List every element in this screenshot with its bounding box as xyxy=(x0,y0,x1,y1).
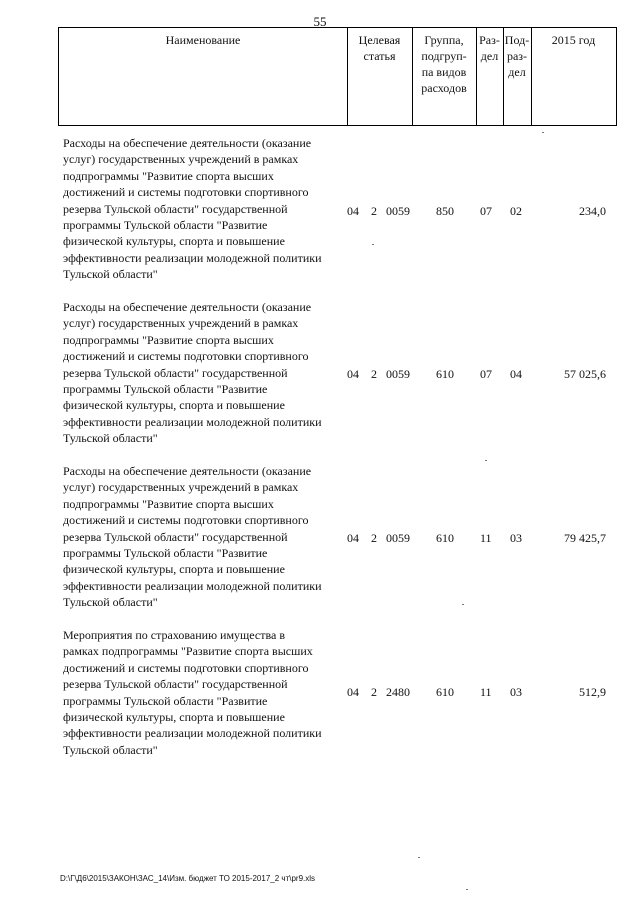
target-part-3: 0059 xyxy=(386,367,410,381)
target-part-1: 04 xyxy=(347,367,359,381)
scan-speck xyxy=(372,244,374,245)
header-group-cell xyxy=(412,28,476,125)
row-name: Расходы на обеспечение деятельности (оказание услуг) государственных учреждений в рамках подпрограммы "Развитие спорта высших достижений и системы подготовки спортивного резерва Тульской области" государственной программы Тульской области "Развитие физической культуры, спорта и повышение эффективности реализации молодежной политики Тульской области" xyxy=(63,464,322,610)
target-part-1: 04 xyxy=(347,685,359,699)
section-code: 07 xyxy=(480,204,492,218)
header-target: Целевая статья xyxy=(358,33,401,63)
target-part-2: 2 xyxy=(371,685,377,699)
group-code: 850 xyxy=(436,204,454,218)
subsection-code: 03 xyxy=(510,685,522,699)
scan-speck xyxy=(462,604,464,605)
scan-speck xyxy=(466,889,468,890)
target-part-3: 0059 xyxy=(386,531,410,545)
amount: 57 025,6 xyxy=(564,367,606,381)
scan-speck xyxy=(418,857,420,858)
header-subsection-cell xyxy=(503,28,531,125)
target-part-3: 0059 xyxy=(386,204,410,218)
header-subsection: Под- раз- дел xyxy=(504,33,530,79)
header-year: 2015 год xyxy=(551,33,596,47)
target-part-2: 2 xyxy=(371,531,377,545)
header-target-cell xyxy=(347,28,412,125)
page-number: 55 xyxy=(313,14,327,29)
scan-speck xyxy=(542,132,544,133)
amount: 234,0 xyxy=(579,204,606,218)
header-group: Группа, подгруп- па видов расходов xyxy=(421,33,467,95)
header-name-cell xyxy=(59,28,347,125)
amount: 79 425,7 xyxy=(564,531,606,545)
target-part-2: 2 xyxy=(371,367,377,381)
header-name: Наименование xyxy=(165,33,241,47)
header-section: Раз- дел xyxy=(479,33,500,63)
header-section-cell xyxy=(476,28,503,125)
subsection-code: 02 xyxy=(510,204,522,218)
target-part-1: 04 xyxy=(347,531,359,545)
subsection-code: 03 xyxy=(510,531,522,545)
row-name: Мероприятия по страхованию имущества в рамках подпрограммы "Развитие спорта высших достижений и системы подготовки спортивного резерва Тульской области" государственной программы Тульской области "Развитие физической культуры, спорта и повышение эффективности реализации молодежной политики Тульской области" xyxy=(63,628,322,757)
row-name: Расходы на обеспечение деятельности (оказание услуг) государственных учреждений в рамках подпрограммы "Развитие спорта высших достижений и системы подготовки спортивного резерва Тульской области" государственной программы Тульской области "Развитие физической культуры, спорта и повышение эффективности реализации молодежной политики Тульской области" xyxy=(63,136,322,282)
table-header xyxy=(58,27,617,126)
target-part-2: 2 xyxy=(371,204,377,218)
section-code: 07 xyxy=(480,367,492,381)
header-year-cell xyxy=(531,28,616,125)
section-code: 11 xyxy=(480,685,492,699)
target-part-1: 04 xyxy=(347,204,359,218)
subsection-code: 04 xyxy=(510,367,522,381)
group-code: 610 xyxy=(436,367,454,381)
target-part-3: 2480 xyxy=(386,685,410,699)
group-code: 610 xyxy=(436,531,454,545)
scan-speck xyxy=(485,460,487,461)
amount: 512,9 xyxy=(579,685,606,699)
file-path-footer: D:\Г\Д6\2015\ЗАКОН\ЗАС_14\Изм. бюджет ТО 2015-2017_2 чт\pr9.xls xyxy=(60,874,316,883)
group-code: 610 xyxy=(436,685,454,699)
row-name: Расходы на обеспечение деятельности (оказание услуг) государственных учреждений в рамках подпрограммы "Развитие спорта высших достижений и системы подготовки спортивного резерва Тульской области" государственной программы Тульской области "Развитие физической культуры, спорта и повышение эффективности реализации молодежной политики Тульской области" xyxy=(63,300,322,446)
section-code: 11 xyxy=(480,531,492,545)
